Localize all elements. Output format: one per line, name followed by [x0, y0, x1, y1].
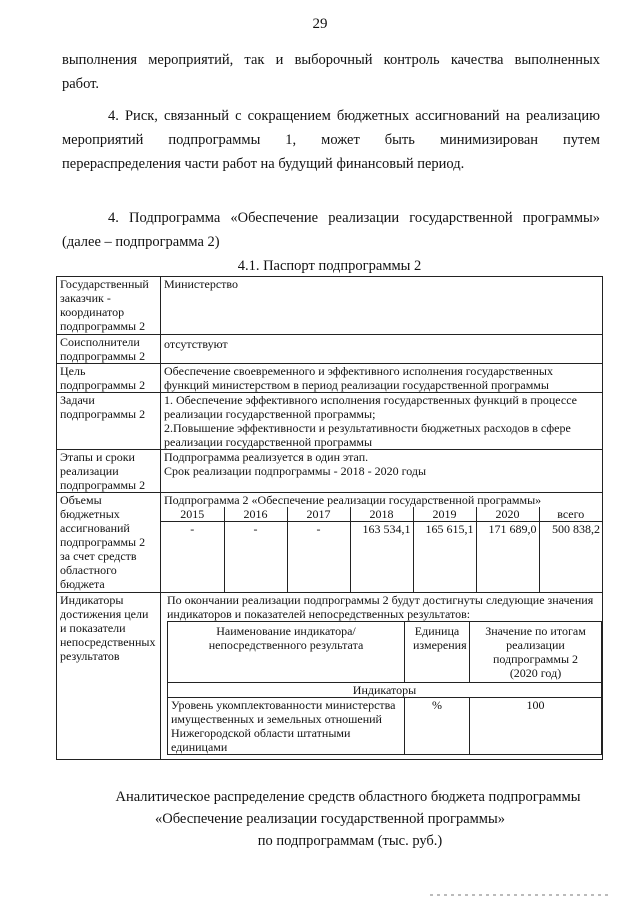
year-cell: 2016: [224, 507, 287, 522]
row-label: Соисполнители подпрограммы 2: [57, 335, 161, 364]
indicators-intro: По окончании реализации подпрограммы 2 будут достигнуты следующие значения индикаторов и показателей непосредственных результатов:: [167, 592, 594, 621]
row-value: отсутствуют: [161, 335, 603, 364]
table-row: [57, 493, 603, 593]
budget-years-row: [161, 507, 602, 522]
paragraph-line: перераспределения части работ на будущий финансовый период.: [62, 156, 465, 172]
row-value: Министерство: [161, 277, 603, 335]
row-value: [161, 450, 603, 493]
row-value: Обеспечение своевременного и эффективного исполнения государственных функций министерством в период реализации государственной программы: [161, 364, 603, 393]
indicator-name: Уровень укомплектованности министерства имущественных и земельных отношений Нижегородской области штатными единицами: [168, 697, 405, 754]
page-number: 29: [312, 16, 328, 32]
header-value: Значение по итогам реализации подпрограммы 2 (2020 год): [470, 621, 602, 682]
paragraph-line: мероприятий подпрограммы 1, может быть минимизирован путем: [62, 132, 600, 148]
value-cell: 165 615,1: [413, 522, 476, 592]
indicators-header-row: [168, 621, 602, 682]
row-label: Государственный заказчик - координатор подпрограммы 2: [57, 277, 161, 335]
scan-artifact: [430, 894, 610, 896]
paragraph-line: работ.: [62, 76, 99, 92]
table-row: [57, 592, 603, 759]
value-cell: -: [287, 522, 350, 592]
section-heading: (далее – подпрограмма 2): [62, 234, 220, 250]
year-cell: 2017: [287, 507, 350, 522]
table-row: [57, 364, 603, 393]
header-unit: Единица измерения: [405, 621, 470, 682]
year-cell: 2020: [476, 507, 539, 522]
budget-title: Подпрограмма 2 «Обеспечение реализации государственной программы»: [164, 493, 542, 507]
stage-line: Срок реализации подпрограммы - 2018 - 2020 годы: [164, 464, 427, 478]
row-label: Индикаторы достижения цели и показатели непосредственных результатов: [57, 592, 161, 759]
footer-title: по подпрограммам (тыс. руб.): [257, 833, 443, 849]
table-row: [57, 450, 603, 493]
value-cell: -: [161, 522, 224, 592]
value-cell: 500 838,2: [539, 522, 602, 592]
header-name: Наименование индикатора/непосредственного результата: [168, 621, 405, 682]
task-item: 2.Повышение эффективности и результативности бюджетных расходов в сфере реализации государственной программы: [164, 421, 571, 449]
row-label: Задачи подпрограммы 2: [57, 393, 161, 450]
indicators-table: [167, 621, 602, 755]
indicator-value: 100: [470, 697, 602, 754]
stage-line: Подпрограмма реализуется в один этап.: [164, 450, 369, 464]
value-cell: -: [224, 522, 287, 592]
year-cell: 2018: [350, 507, 413, 522]
section-heading: 4. Подпрограмма «Обеспечение реализации государственной программы»: [108, 210, 600, 226]
indicators-section-row: [168, 682, 602, 697]
value-cell: 171 689,0: [476, 522, 539, 592]
budget-table: [161, 507, 602, 592]
task-item: 1. Обеспечение эффективного исполнения государственных функций в процессе реализации государственной программы;: [164, 393, 578, 421]
paragraph-line: 4. Риск, связанный с сокращением бюджетных ассигнований на реализацию: [108, 108, 600, 124]
row-label: Объемы бюджетных ассигнований подпрограммы 2 за счет средств областного бюджета: [57, 493, 161, 593]
footer-title: «Обеспечение реализации государственной программы»: [155, 811, 505, 827]
indicator-unit: %: [405, 697, 470, 754]
year-cell: 2015: [161, 507, 224, 522]
row-value: [161, 393, 603, 450]
row-label: Этапы и сроки реализации подпрограммы 2: [57, 450, 161, 493]
table-caption: 4.1. Паспорт подпрограммы 2: [237, 258, 422, 274]
indicator-row: [168, 697, 602, 754]
passport-table: [56, 276, 603, 760]
table-row: [57, 277, 603, 335]
table-row: [57, 393, 603, 450]
budget-values-row: [161, 522, 602, 592]
paragraph-line: выполнения мероприятий, так и выборочный контроль качества выполненных: [62, 52, 600, 68]
row-label: Цель подпрограммы 2: [57, 364, 161, 393]
year-cell: всего: [539, 507, 602, 522]
indicators-cell: [161, 592, 603, 759]
budget-cell: [161, 493, 603, 593]
footer-title: Аналитическое распределение средств областного бюджета подпрограммы: [115, 789, 581, 805]
year-cell: 2019: [413, 507, 476, 522]
section-label: Индикаторы: [168, 682, 602, 697]
value-cell: 163 534,1: [350, 522, 413, 592]
table-row: [57, 335, 603, 364]
